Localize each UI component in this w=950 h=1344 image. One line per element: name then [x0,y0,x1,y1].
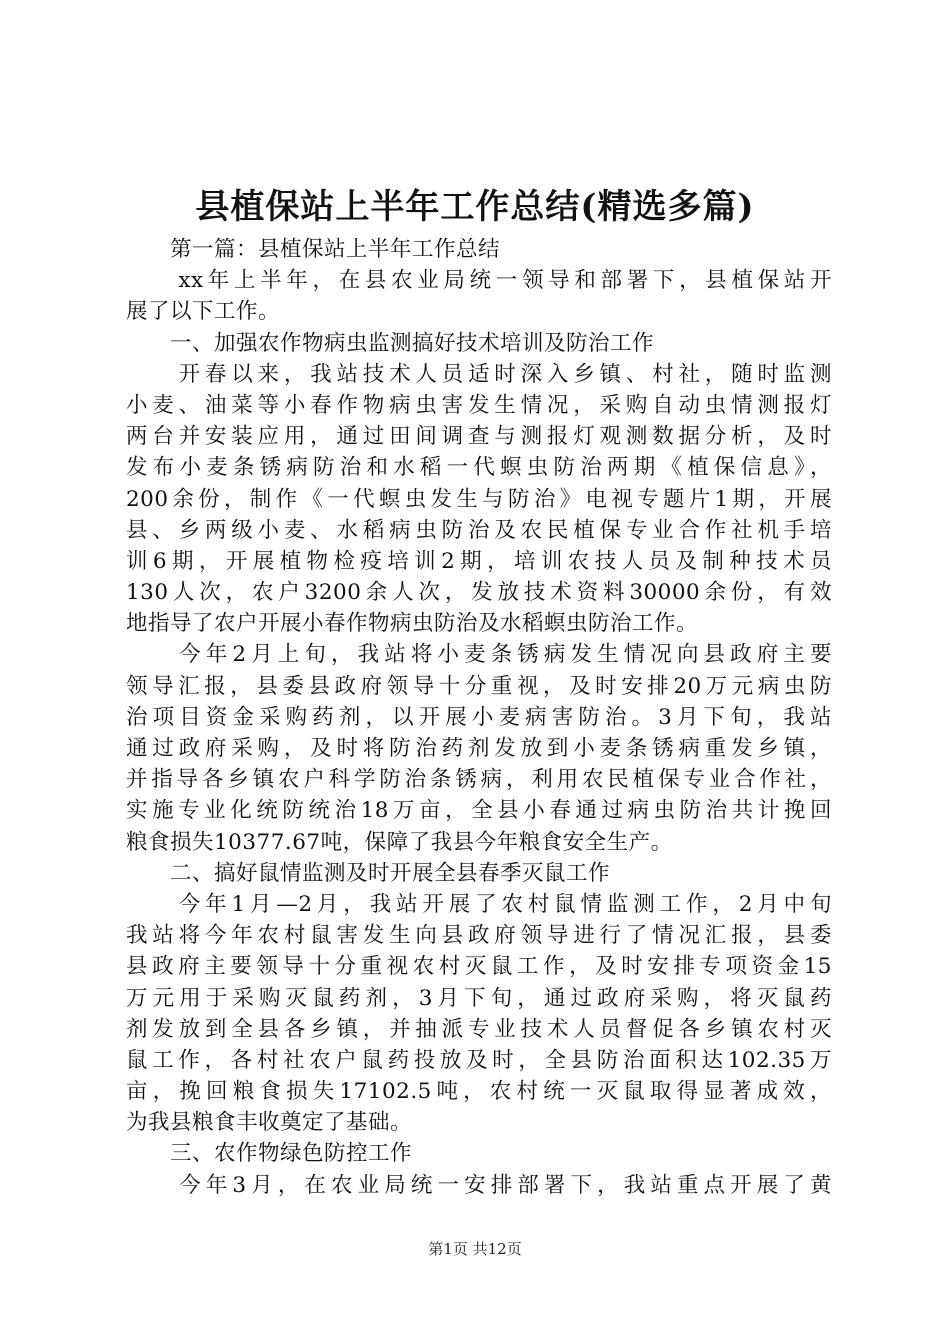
text-line: 两台并安装应用，通过田间调查与测报灯观测数据分析，及时 [126,424,832,450]
text-line: 县政府主要领导十分重视农村灭鼠工作，及时安排专项资金15 [126,954,832,980]
text-line: 今年2月上旬，我站将小麦条锈病发生情况向县政府主要 [126,642,832,668]
text-line: 开春以来，我站技术人员适时深入乡镇、村社，随时监测 [126,361,832,387]
text-line: 治项目资金采购药剂，以开展小麦病害防治。3月下旬，我站 [126,704,832,730]
text-line: 县、乡两级小麦、水稻病虫防治及农民植保专业合作社机手培 [126,517,832,543]
text-line: 第一篇：县植保站上半年工作总结 [126,237,501,262]
text-line: 为我县粮食丰收奠定了基础。 [126,1110,413,1136]
text-line: 我站将今年农村鼠害发生向县政府领导进行了情况汇报，县委 [126,923,832,949]
text-line: 并指导各乡镇农户科学防治条锈病，利用农民植保专业合作社， [126,767,832,793]
text-line: 通过政府采购，及时将防治药剂发放到小麦条锈病重发乡镇， [126,736,832,761]
text-line: 一、加强农作物病虫监测搞好技术培训及防治工作 [126,330,655,356]
text-line: 200余份，制作《一代螟虫发生与防治》电视专题片1期，开展 [126,486,832,512]
text-line: 今年1月—2月，我站开展了农村鼠情监测工作，2月中旬 [126,891,832,917]
text-line: 亩，挽回粮食损失17102.5吨，农村统一灭鼠取得显著成效， [126,1079,832,1105]
text-line: 训6期，开展植物检疫培训2期，培训农技人员及制种技术员 [126,548,832,574]
text-line: 领导汇报，县委县政府领导十分重视，及时安排20万元病虫防 [126,673,832,699]
text-line: 小麦、油菜等小春作物病虫害发生情况，采购自动虫情测报灯 [126,392,832,418]
text-line: 三、农作物绿色防控工作 [126,1141,413,1167]
text-line: 二、搞好鼠情监测及时开展全县春季灭鼠工作 [126,860,611,886]
text-line: 鼠工作，各村社农户鼠药投放及时，全县防治面积达102.35万 [126,1047,832,1073]
text-line: 实施专业化统防统治18万亩，全县小春通过病虫防治共计挽回 [126,798,832,824]
text-line: 发布小麦条锈病防治和水稻一代螟虫防治两期《植保信息》， [126,455,832,481]
text-line: 地指导了农户开展小春作物病虫防治及水稻螟虫防治工作。 [126,611,699,637]
text-line: 今年3月，在农业局统一安排部署下，我站重点开展了黄 [126,1172,832,1198]
text-line: xx年上半年，在县农业局统一领导和部署下，县植保站开 [126,268,832,294]
page-footer: 第1页 共12页 [428,1240,522,1258]
text-line: 万元用于采购灭鼠药剂，3月下旬，通过政府采购，将灭鼠药 [126,985,832,1011]
document-title: 县植保站上半年工作总结(精选多篇) [195,187,755,227]
document-body [126,234,832,1201]
text-line: 剂发放到全县各乡镇，并抽派专业技术人员督促各乡镇农村灭 [126,1016,832,1042]
text-line: 130人次，农户3200余人次，发放技术资料30000余份，有效 [126,580,832,606]
text-line: 粮食损失10377.67吨，保障了我县今年粮食安全生产。 [126,829,673,855]
text-line: 展了以下工作。 [126,299,281,325]
